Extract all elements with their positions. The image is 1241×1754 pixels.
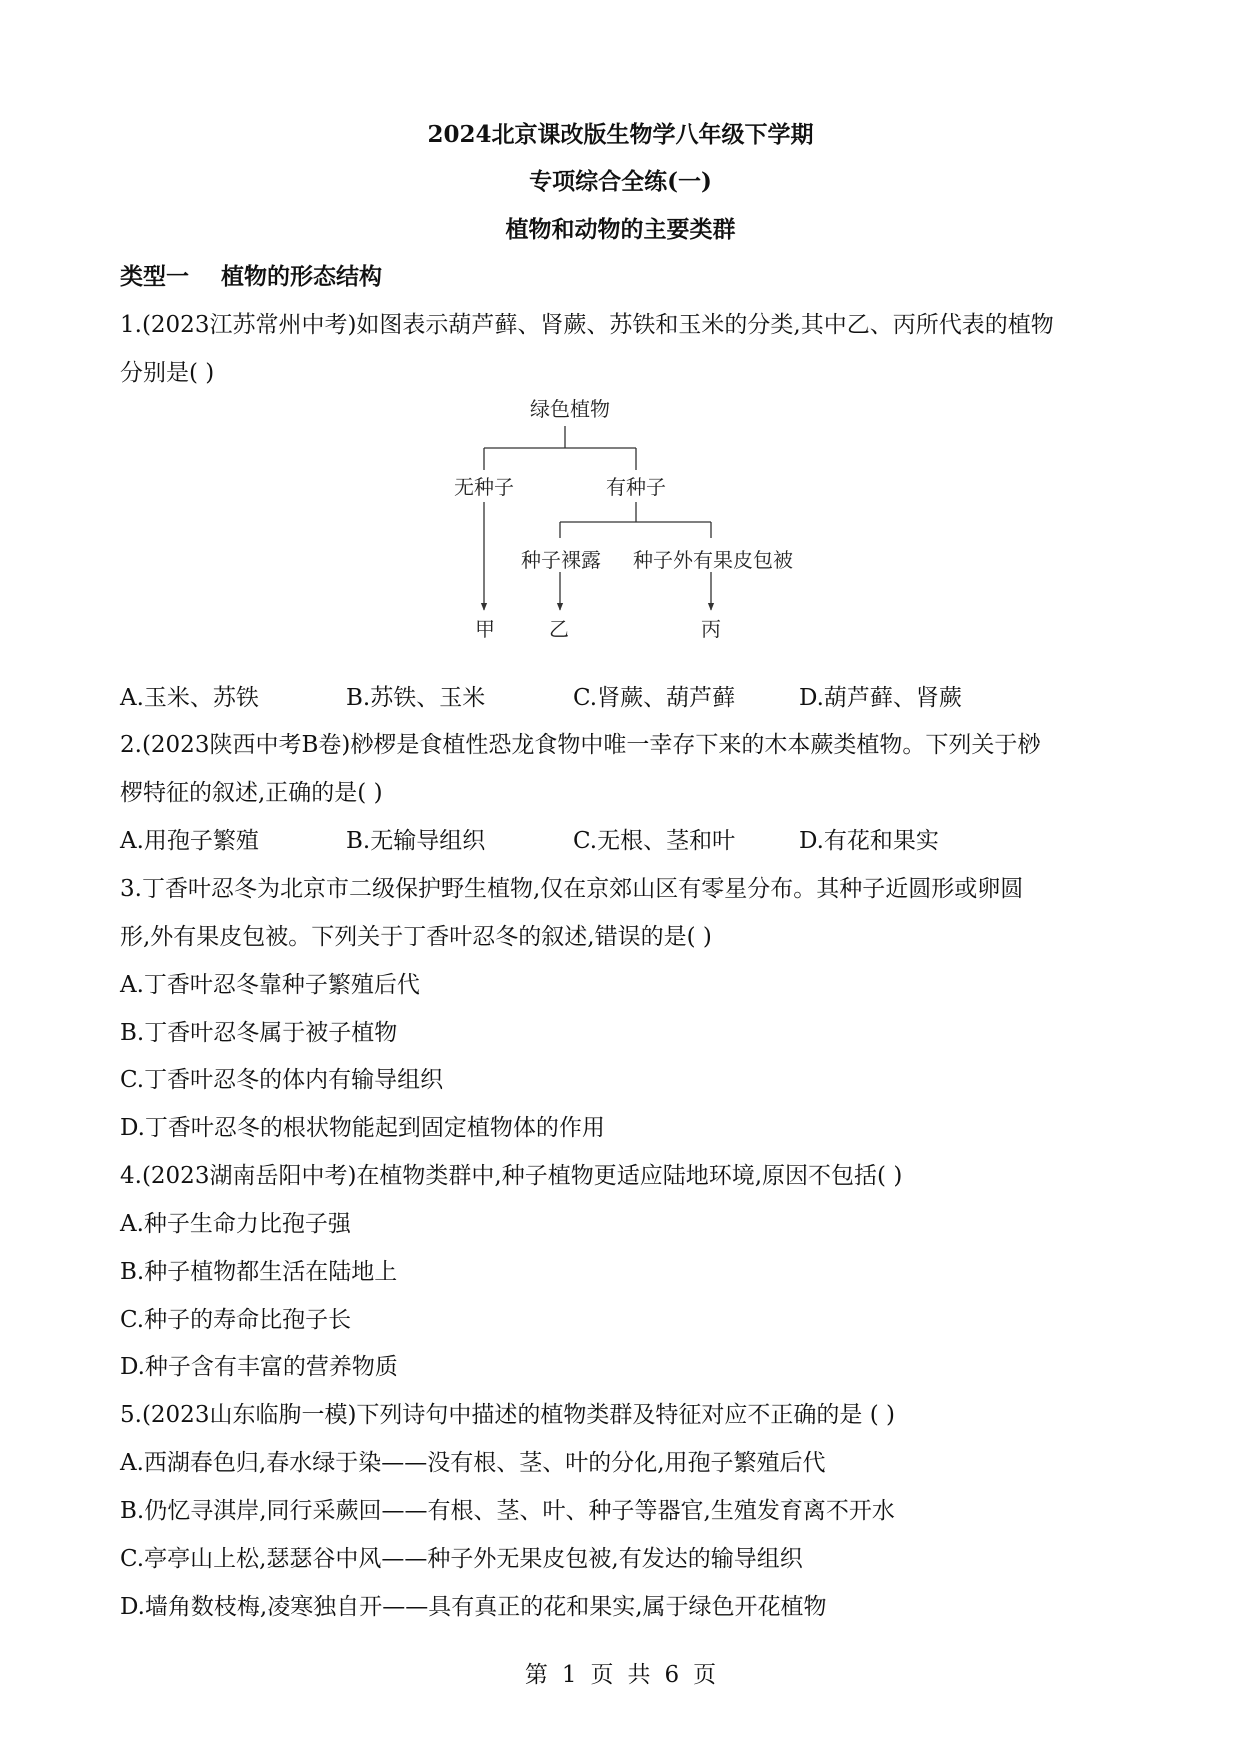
question-5-option-c: C.亭亭山上松,瑟瑟谷中风——种子外无果皮包被,有发达的输导组织 xyxy=(120,1546,803,1572)
question-3-option-a: A.丁香叶忍冬靠种子繁殖后代 xyxy=(120,972,420,998)
question-4-option-b: B.种子植物都生活在陆地上 xyxy=(120,1259,398,1285)
question-3-option-d: D.丁香叶忍冬的根状物能起到固定植物体的作用 xyxy=(120,1115,605,1141)
question-1-option-c: C.肾蕨、葫芦藓 xyxy=(573,685,736,711)
question-5-option-a: A.西湖春色归,春水绿于染——没有根、茎、叶的分化,用孢子繁殖后代 xyxy=(120,1450,826,1476)
diagram-leaf-yi: 乙 xyxy=(549,617,569,641)
question-2-option-c: C.无根、茎和叶 xyxy=(573,828,736,854)
question-1-option-b: B.苏铁、玉米 xyxy=(346,685,486,711)
diagram-leaf-jia: 甲 xyxy=(475,617,495,641)
question-4-option-a: A.种子生命力比孢子强 xyxy=(120,1211,351,1237)
footer-total-pages: 6 xyxy=(664,1662,680,1688)
diagram-node-naked-seed: 种子裸露 xyxy=(521,548,601,572)
section-heading: 类型一 植物的形态结构 xyxy=(120,263,383,290)
question-4-line-1: 4.(2023湖南岳阳中考)在植物类群中,种子植物更适应陆地环境,原因不包括( ) xyxy=(120,1163,903,1189)
question-4-option-c: C.种子的寿命比孢子长 xyxy=(120,1307,352,1333)
footer-page-number: 1 xyxy=(561,1662,577,1688)
document-topic: 植物和动物的主要类群 xyxy=(505,216,736,243)
question-2-line-1: 2.(2023陕西中考B卷)桫椤是食植性恐龙食物中唯一幸存下来的木本蕨类植物。下列关于桫 xyxy=(120,732,1041,758)
question-2-line-2: 椤特征的叙述,正确的是( ) xyxy=(120,780,383,806)
question-1-option-d: D.葫芦藓、肾蕨 xyxy=(799,685,962,711)
question-4-option-d: D.种子含有丰富的营养物质 xyxy=(120,1354,398,1380)
question-3-line-2: 形,外有果皮包被。下列关于丁香叶忍冬的叙述,错误的是( ) xyxy=(120,924,712,950)
question-2-option-b: B.无输导组织 xyxy=(346,828,486,854)
question-2-option-d: D.有花和果实 xyxy=(799,828,939,854)
diagram-node-no-seed: 无种子 xyxy=(454,475,514,499)
question-5-option-d: D.墙角数枝梅,凌寒独自开——具有真正的花和果实,属于绿色开花植物 xyxy=(120,1594,827,1620)
footer-ye-2: 页 xyxy=(693,1662,717,1688)
classification-diagram xyxy=(0,390,1241,650)
diagram-node-green-plants: 绿色植物 xyxy=(530,397,610,421)
question-1-option-a: A.玉米、苏铁 xyxy=(120,685,259,711)
question-1-line-2: 分别是( ) xyxy=(120,360,215,386)
footer-gong: 共 xyxy=(627,1662,651,1688)
diagram-node-has-seed: 有种子 xyxy=(606,475,666,499)
document-subtitle: 专项综合全练(一) xyxy=(529,168,712,195)
diagram-node-covered-seed: 种子外有果皮包被 xyxy=(633,548,793,572)
question-5-option-b: B.仍忆寻淇岸,同行采蕨回——有根、茎、叶、种子等器官,生殖发育离不开水 xyxy=(120,1498,895,1524)
question-3-option-c: C.丁香叶忍冬的体内有输导组织 xyxy=(120,1067,444,1093)
footer-ye: 页 xyxy=(590,1662,614,1688)
question-5-line-1: 5.(2023山东临朐一模)下列诗句中描述的植物类群及特征对应不正确的是 ( ) xyxy=(120,1402,895,1428)
page-footer xyxy=(0,1660,1241,1690)
question-3-option-b: B.丁香叶忍冬属于被子植物 xyxy=(120,1020,398,1046)
question-1-line-1: 1.(2023江苏常州中考)如图表示葫芦藓、肾蕨、苏铁和玉米的分类,其中乙、丙所代表的植物 xyxy=(120,312,1054,338)
footer-di: 第 xyxy=(524,1662,548,1688)
question-3-line-1: 3.丁香叶忍冬为北京市二级保护野生植物,仅在京郊山区有零星分布。其种子近圆形或卵圆 xyxy=(120,876,1024,902)
question-2-option-a: A.用孢子繁殖 xyxy=(120,828,259,854)
diagram-leaf-bing: 丙 xyxy=(701,617,721,641)
document-title: 2024北京课改版生物学八年级下学期 xyxy=(427,121,814,148)
